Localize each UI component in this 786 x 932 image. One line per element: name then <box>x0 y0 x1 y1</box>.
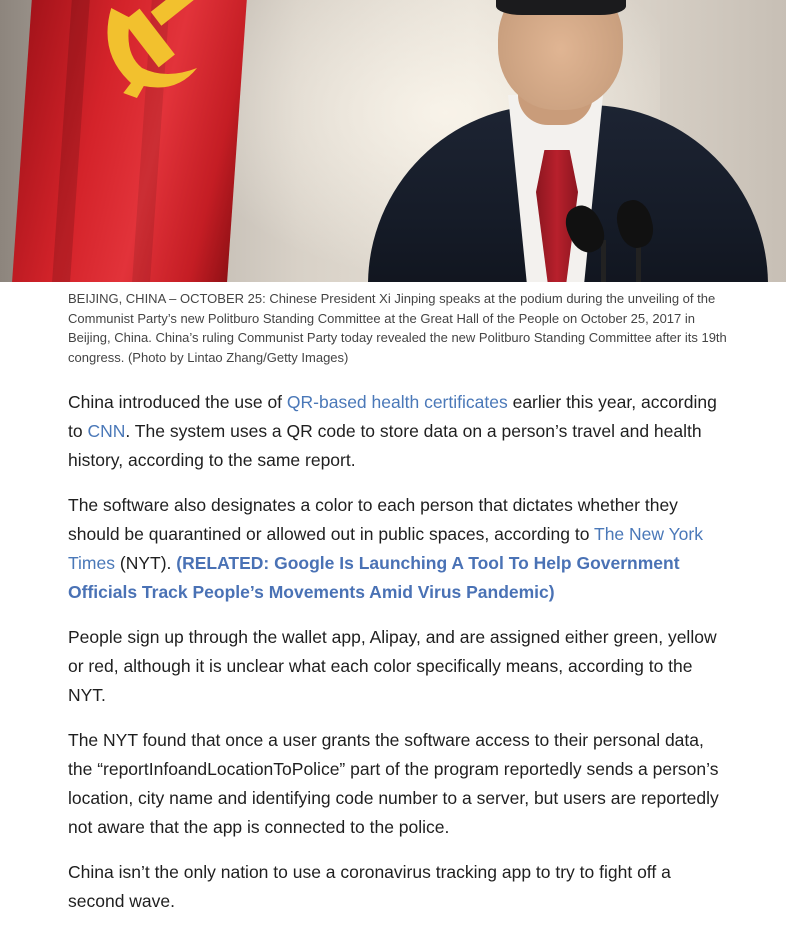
paragraph-3: People sign up through the wallet app, Alipay, and are assigned either green, yellow or red, although it is unclear what each color specifically means, according to the NYT. <box>68 627 717 705</box>
nyt-link[interactable]: The New York Times <box>68 524 703 573</box>
hammer-sickle-icon <box>84 0 212 108</box>
text: The software also designates a color to each person that dictates whether they should be quarantined or allowed out in public spaces, according to <box>68 495 678 544</box>
related-article-link[interactable]: (RELATED: Google Is Launching A Tool To Help Government Officials Track People’s Movements Amid Virus Pandemic) <box>68 553 680 602</box>
paragraph-1 <box>68 388 728 475</box>
paragraph-4: The NYT found that once a user grants the software access to their personal data, the “reportInfoandLocationToPolice” part of the program reportedly sends a person’s location, city name and identifying code number to a server, but users are reportedly not aware that the app is connected to the police. <box>68 730 719 837</box>
hair <box>496 0 626 15</box>
qr-health-certificates-link[interactable]: QR-based health certificates <box>286 392 508 412</box>
flag-fold <box>52 0 91 282</box>
cnn-link[interactable]: CNN <box>87 421 126 441</box>
microphone-stand <box>601 240 606 282</box>
speaker-figure <box>368 0 768 282</box>
article-body <box>68 388 728 932</box>
text: China introduced the use of <box>68 392 287 412</box>
text: . The system uses a QR code to store data on a person’s travel and health history, according to the same report. <box>68 421 702 470</box>
text: earlier this year, according to <box>68 392 717 441</box>
photo-caption: BEIJING, CHINA – OCTOBER 25: Chinese President Xi Jinping speaks at the podium during the unveiling of the Communist Party’s new Politburo Standing Committee at the Great Hall of the People on October 25, 2017 in Beijing, China. China’s ruling Communist Party today revealed the new Politburo Standing Committee after its 19th congress. (Photo by Lintao Zhang/Getty Images) <box>68 291 727 365</box>
paragraph-2 <box>68 491 728 607</box>
face <box>498 0 623 110</box>
red-flag <box>12 0 248 282</box>
hero-photo <box>0 0 786 282</box>
text: (NYT). <box>115 553 177 573</box>
paragraph-5: China isn’t the only nation to use a coronavirus tracking app to try to fight off a second wave. <box>68 862 671 911</box>
